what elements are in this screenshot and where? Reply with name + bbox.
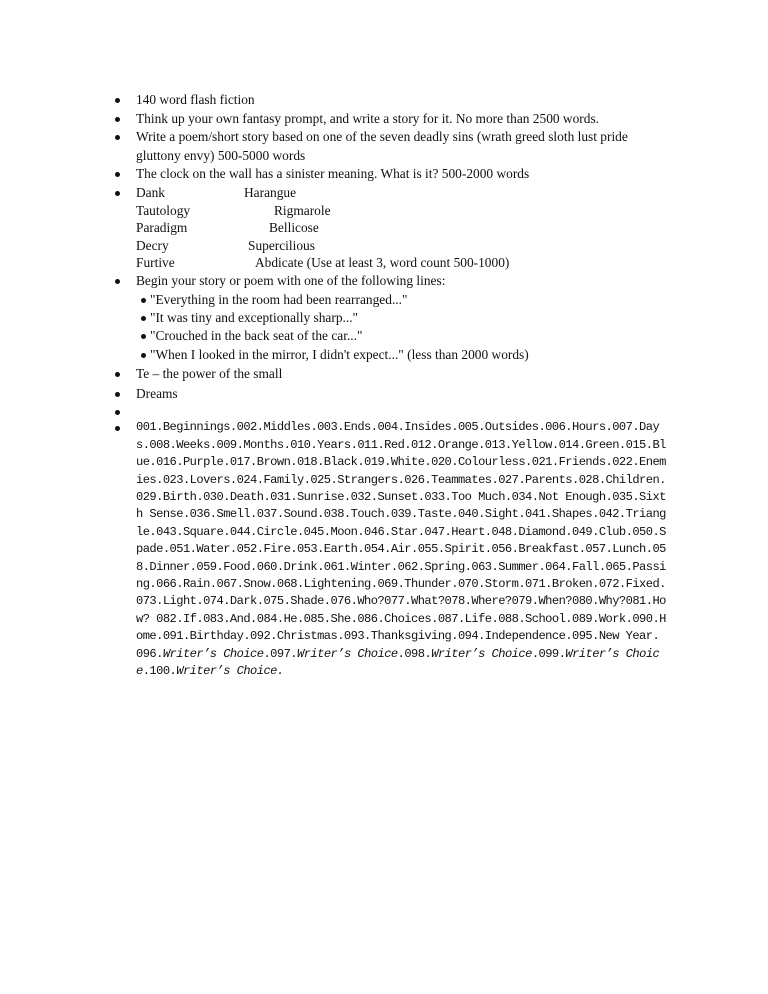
prompt-number: .097. <box>263 646 298 661</box>
word-left: Decry <box>136 237 169 253</box>
list-item <box>112 110 672 129</box>
prompt-number: .098. <box>397 646 432 661</box>
opening-lines-list <box>136 291 672 365</box>
word-grid <box>136 184 672 272</box>
writers-choice: Writer’s Choice <box>176 664 277 679</box>
list-item-text: The clock on the wall has a sinister meaning. What is it? 500-2000 words <box>136 166 530 182</box>
word-right: Supercilious <box>248 237 315 253</box>
prompts-text: 001.Beginnings.002.Middles.003.Ends.004.Insides.005.Outsides.006.Hours.007.Days.008.Weeks.009.Months.010.Years.011.Red.012.Orange.013.Yellow.014.Green.015.Blue.016.Purple.017.Brown.018.Black.019.White.020.Colourless.021.Friends.022.Enemies.023.Lovers.024.Family.025.Strangers.026.Teammates.027.Parents.028.Children.029.Birth.030.Death.031.Sunrise.032.Sunset.033.Too Much.034.Not Enough.035.Sixth Sense.036.Smell.037.Sound.038.Touch.039.Taste.040.Sight.041.Shapes.042.Triangle.043.Square.044.Circle.045.Moon.046.Star.047.Heart.048.Diamond.049.Club.050.Spade.051.Water.052.Fire.053.Earth.054.Air.055.Spirit.056.Breakfast.057.Lunch.058.Dinner.059.Food.060.Drink.061.Winter.062.Spring.063.Summer.064.Fall.065.Passing.066.Rain.067.Snow.068.Lightening.069.Thunder.070.Storm.071.Broken.072.Fixed.073.Light.074.Dark.075.Shade.076.Who?077.What?078.Where?079.When?080.Why?081.How? 082.If.083.And.084.He.085.She.086.Choices.087.Life.088.School.089.Work.090.Home.091.Birthday.092.Christmas.093.Thanksgiving.094.Independence.095.New Year. 096. <box>136 420 666 661</box>
prompt-number: .100. <box>142 664 177 679</box>
list-item-text: 140 word flash fiction <box>136 92 255 107</box>
list-item <box>112 365 672 384</box>
word-right: Harangue <box>244 184 297 200</box>
opening-line: "It was tiny and exceptionally sharp..." <box>136 309 672 327</box>
prompt-list <box>112 91 672 680</box>
numbered-prompts <box>136 419 672 680</box>
list-item <box>112 385 672 404</box>
list-item-text: Dreams <box>136 385 178 401</box>
list-item-text: Te – the power of the small <box>136 366 283 382</box>
word-left: Furtive <box>136 255 175 271</box>
word-right: Abdicate (Use at least 3, word count 500-1000) <box>255 255 510 271</box>
prompt-number: .099. <box>531 646 566 661</box>
word-right: Rigmarole <box>274 202 331 218</box>
word-left: Dank <box>136 184 166 200</box>
opening-line: "Everything in the room had been rearranged..." <box>136 291 672 309</box>
word-left: Tautology <box>136 202 191 218</box>
word-left: Paradigm <box>136 220 188 236</box>
word-right: Bellicose <box>269 220 319 236</box>
list-item <box>112 91 672 110</box>
writers-choice: Writer’s Choice <box>162 646 264 661</box>
opening-line: "When I looked in the mirror, I didn't expect..." (less than 2000 words) <box>136 346 672 364</box>
opening-line: "Crouched in the back seat of the car..." <box>136 327 672 345</box>
list-item-word-list <box>112 184 672 272</box>
writers-choice: Writer’s Choice <box>431 646 532 661</box>
list-item <box>112 165 672 184</box>
list-item-text: Begin your story or poem with one of the following lines: <box>136 272 446 288</box>
writers-choice: Writer’s Choice <box>136 646 660 679</box>
writers-choice: Writer’s Choice <box>297 646 398 661</box>
list-item-prompts <box>112 419 672 680</box>
list-item <box>112 272 672 364</box>
list-item-text: Think up your own fantasy prompt, and write a story for it. No more than 2500 words. <box>136 110 600 126</box>
list-item <box>112 128 672 165</box>
prompts-end: . <box>276 664 284 679</box>
list-item-text: Write a poem/short story based on one of the seven deadly sins (wrath greed sloth lust pride gluttony envy) 500-5000 words <box>136 129 628 163</box>
